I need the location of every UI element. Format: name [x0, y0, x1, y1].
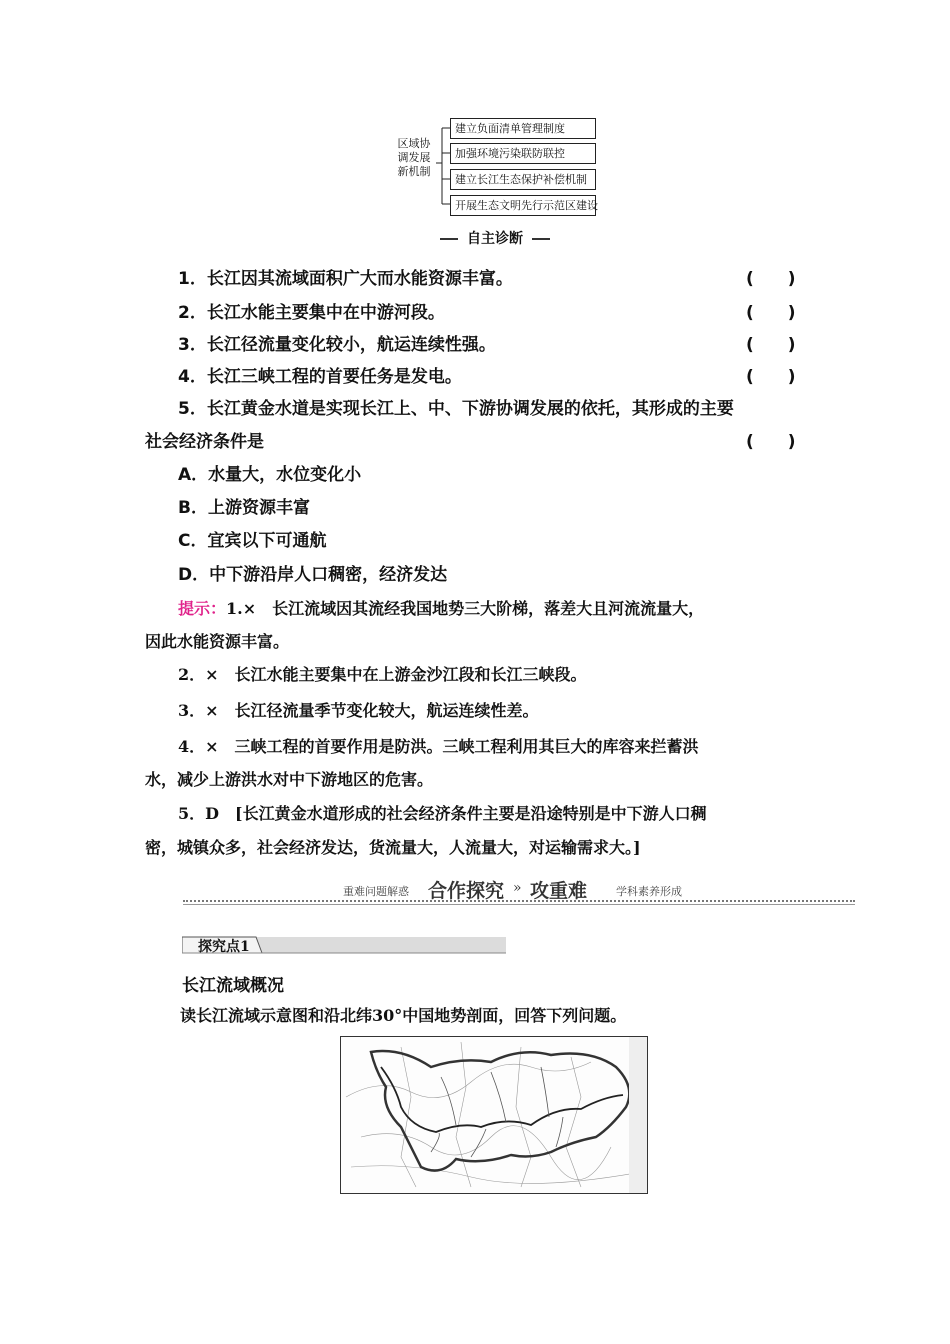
hint-label: 提示： [178, 599, 227, 618]
answer-paren: ( ) [746, 367, 796, 387]
answer-paren: ( ) [746, 432, 796, 452]
answer-2: 2．× 长江水能主要集中在上游金沙江段和长江三峡段。 [178, 665, 587, 684]
section-left: 重难问题解惑 [343, 885, 409, 898]
answer-5-line1: 5．D [长江黄金水道形成的社会经济条件主要是沿途特别是中下游人口稠 [178, 804, 707, 823]
explore-intro-b: 回答下列问题。 [514, 1006, 627, 1025]
answer-1-line2: 因此水能资源丰富。 [145, 632, 290, 651]
answer-4-line2: 水，减少上游洪水对中下游地区的危害。 [145, 770, 434, 789]
diagram-root [392, 137, 436, 179]
explore-tag [182, 934, 506, 954]
answer-3: 3．× 长江径流量季节变化较大，航运连续性差。 [178, 701, 539, 720]
option-c: C．宜宾以下可通航 [178, 531, 327, 551]
answer-paren: ( ) [746, 303, 796, 323]
section-main1: 合作探究 [428, 880, 505, 902]
diagram-root-line: 区域协 [397, 137, 431, 150]
answer-5-line2: 密，城镇众多，社会经济发达，货流量大，人流量大，对运输需求大。] [145, 838, 641, 857]
question-4: 4．长江三峡工程的首要任务是发电。 [178, 367, 462, 387]
diagram-root-line: 调发展 [397, 151, 431, 164]
question-5-line2: 社会经济条件是 [145, 432, 264, 452]
question-5-line1: 5．长江黄金水道是实现长江上、中、下游协调发展的依托，其形成的主要 [178, 399, 734, 419]
explore-tag-label: 探究点1 [198, 939, 250, 955]
explore-title: 长江流域概况 [182, 976, 284, 996]
answer-paren: ( ) [746, 269, 796, 289]
map-drawing [341, 1037, 647, 1193]
chevron-right-icon: » [513, 880, 522, 896]
section-right: 学科素养形成 [616, 885, 682, 898]
self-check-title: 自主诊断 [440, 230, 550, 248]
answer-1-text: 1.× 长江流域因其流经我国地势三大阶梯，落差大且河流流量大， [226, 599, 705, 618]
diagram-root-line: 新机制 [397, 165, 431, 178]
answer-paren: ( ) [746, 335, 796, 355]
option-a: A．水量大，水位变化小 [178, 465, 362, 485]
section-bar [183, 876, 855, 906]
option-b: B．上游资源丰富 [178, 498, 310, 518]
yangtze-basin-map [340, 1036, 648, 1194]
diagram-item: 建立长江生态保护补偿机制 [450, 169, 596, 190]
section-divider [183, 904, 855, 905]
answer-1-line1 [178, 598, 704, 620]
diagram-item: 开展生态文明先行示范区建设 [450, 195, 596, 216]
section-divider [183, 900, 855, 902]
diagram-item: 建立负面清单管理制度 [450, 118, 596, 139]
question-2: 2．长江水能主要集中在中游河段。 [178, 303, 445, 323]
section-main2: 攻重难 [530, 880, 588, 902]
question-3: 3．长江径流量变化较小，航运连续性强。 [178, 335, 496, 355]
option-d: D．中下游沿岸人口稠密，经济发达 [178, 565, 448, 585]
answer-4-line1: 4．× 三峡工程的首要作用是防洪。三峡工程利用其巨大的库容来拦蓄洪 [178, 737, 699, 756]
question-1: 1．长江因其流域面积广大而水能资源丰富。 [178, 269, 513, 289]
explore-intro [180, 1003, 626, 1026]
explore-intro-a: 读长江流域示意图和沿北纬30°中国地势剖面， [180, 1006, 515, 1025]
diagram-item: 加强环境污染联防联控 [450, 143, 596, 164]
